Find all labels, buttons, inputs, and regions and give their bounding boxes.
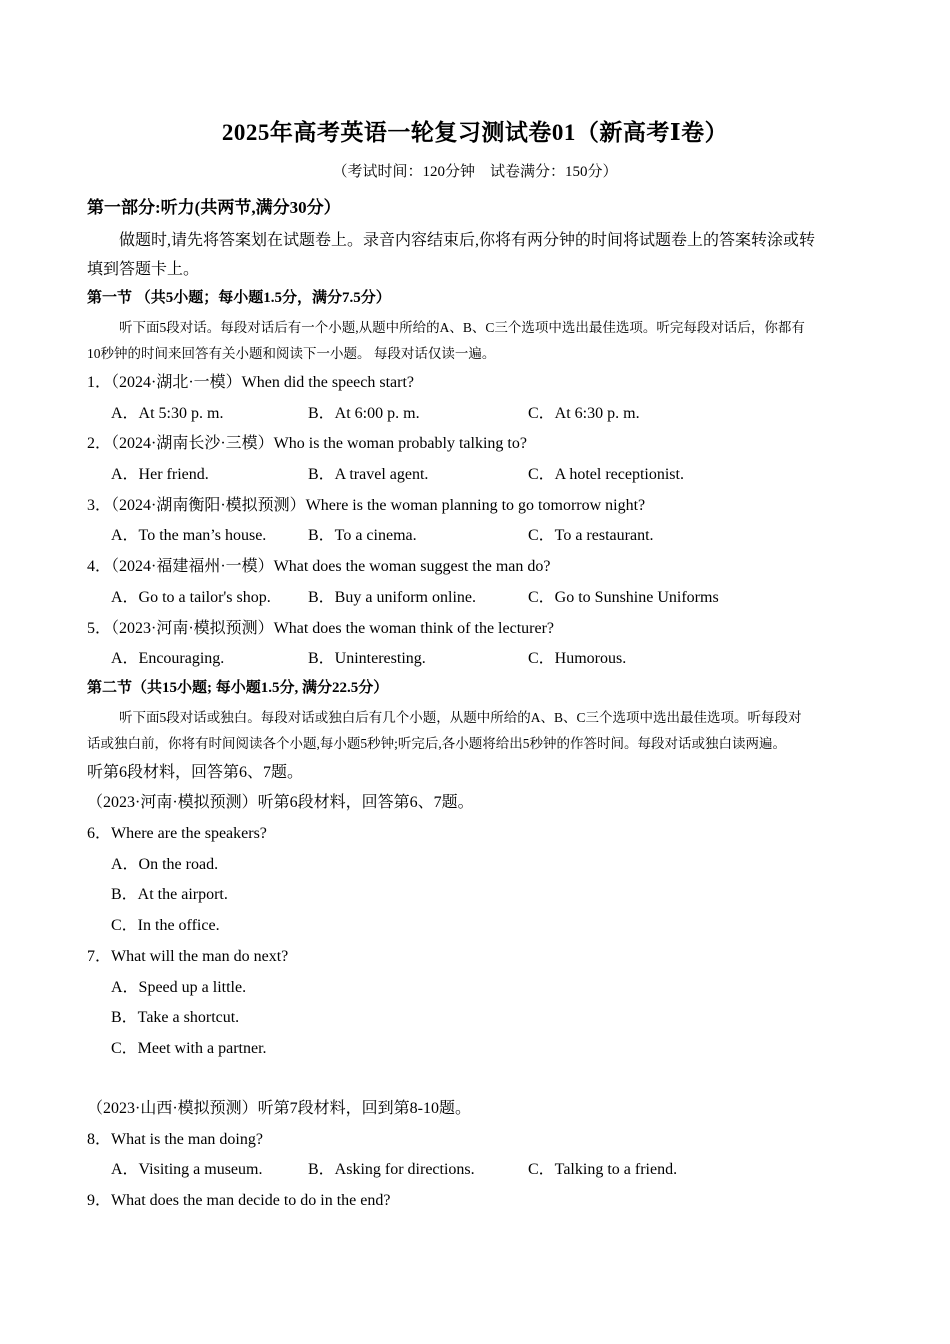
q4-option-b: B．Buy a uniform online. bbox=[308, 589, 476, 606]
q2-option-c: C．A hotel receptionist. bbox=[528, 466, 684, 483]
q3-option-a: A．To the man’s house. bbox=[111, 527, 267, 544]
part1-intro-line1: 做题时,请先将答案划在试题卷上。录音内容结束后,你将有两分钟的时间将试题卷上的答案转涂或转 bbox=[119, 232, 816, 249]
q2-option-a: A．Her friend. bbox=[111, 466, 209, 483]
q6-option-a: A．On the road. bbox=[111, 856, 219, 873]
q5-option-b: B．Uninteresting. bbox=[308, 650, 426, 667]
part1-intro-line2: 填到答题卡上。 bbox=[87, 261, 200, 278]
question-7: 7．What will the man do next? bbox=[87, 948, 289, 965]
q5-option-a: A．Encouraging. bbox=[111, 650, 225, 667]
q7-option-b: B．Take a shortcut. bbox=[111, 1009, 240, 1026]
question-4: 4．（2024·福建福州·一模）What does the woman suggest the man do? bbox=[87, 558, 551, 575]
q4-option-a: A．Go to a tailor's shop. bbox=[111, 589, 271, 606]
material6-note: 听第6段材料，回答第6、7题。 bbox=[87, 764, 304, 781]
material6-source: （2023·河南·模拟预测）听第6段材料，回答第6、7题。 bbox=[87, 794, 474, 811]
section1-instruction-line1: 听下面5段对话。每段对话后有一个小题,从题中所给的A、B、C三个选项中选出最佳选项。听完每段对话后，你都有 bbox=[119, 320, 805, 335]
q6-option-b: B．At the airport. bbox=[111, 886, 228, 903]
section2-heading: 第二节（共15小题; 每小题1.5分, 满分22.5分） bbox=[87, 680, 389, 696]
q3-option-b: B．To a cinema. bbox=[308, 527, 417, 544]
q1-option-a: A．At 5:30 p. m. bbox=[111, 405, 224, 422]
q1-option-c: C．At 6:30 p. m. bbox=[528, 405, 640, 422]
exam-title: 2025年高考英语一轮复习测试卷01（新高考Ⅰ卷） bbox=[221, 120, 729, 145]
question-8: 8．What is the man doing? bbox=[87, 1131, 263, 1148]
q8-option-b: B．Asking for directions. bbox=[308, 1161, 475, 1178]
question-6: 6．Where are the speakers? bbox=[87, 825, 267, 842]
q8-option-c: C．Talking to a friend. bbox=[528, 1161, 678, 1178]
section1-heading: 第一节 （共5小题；每小题1.5分，满分7.5分） bbox=[87, 290, 391, 306]
q5-option-c: C．Humorous. bbox=[528, 650, 627, 667]
section1-instruction-line2: 10秒钟的时间来回答有关小题和阅读下一小题。 每段对话仅读一遍。 bbox=[87, 346, 496, 361]
part1-heading: 第一部分:听力(共两节,满分30分） bbox=[87, 198, 341, 217]
q4-option-c: C．Go to Sunshine Uniforms bbox=[528, 589, 719, 606]
q7-option-a: A．Speed up a little. bbox=[111, 979, 247, 996]
q8-option-a: A．Visiting a museum. bbox=[111, 1161, 263, 1178]
q7-option-c: C．Meet with a partner. bbox=[111, 1040, 267, 1057]
q3-option-c: C．To a restaurant. bbox=[528, 527, 654, 544]
question-9: 9．What does the man decide to do in the end? bbox=[87, 1192, 391, 1209]
question-2: 2．（2024·湖南长沙·三模）Who is the woman probably talking to? bbox=[87, 435, 527, 452]
exam-subtitle: （考试时间：120分钟 试卷满分：150分） bbox=[332, 164, 618, 180]
q6-option-c: C．In the office. bbox=[111, 917, 220, 934]
q2-option-b: B．A travel agent. bbox=[308, 466, 429, 483]
question-1: 1．（2024·湖北·一模）When did the speech start? bbox=[87, 374, 415, 391]
section2-instruction-line2: 话或独白前，你将有时间阅读各个小题,每小题5秒钟;听完后,各小题将给出5秒钟的作答时间。每段对话或独白读两遍。 bbox=[87, 736, 786, 751]
question-3: 3．（2024·湖南衡阳·模拟预测）Where is the woman planning to go tomorrow night? bbox=[87, 497, 646, 514]
section2-instruction-line1: 听下面5段对话或独白。每段对话或独白后有几个小题，从题中所给的A、B、C三个选项中选出最佳选项。听每段对 bbox=[119, 710, 802, 725]
q1-option-b: B．At 6:00 p. m. bbox=[308, 405, 420, 422]
question-5: 5．（2023·河南·模拟预测）What does the woman think of the lecturer? bbox=[87, 620, 555, 637]
material7-source: （2023·山西·模拟预测）听第7段材料，回到第8-10题。 bbox=[87, 1100, 471, 1117]
